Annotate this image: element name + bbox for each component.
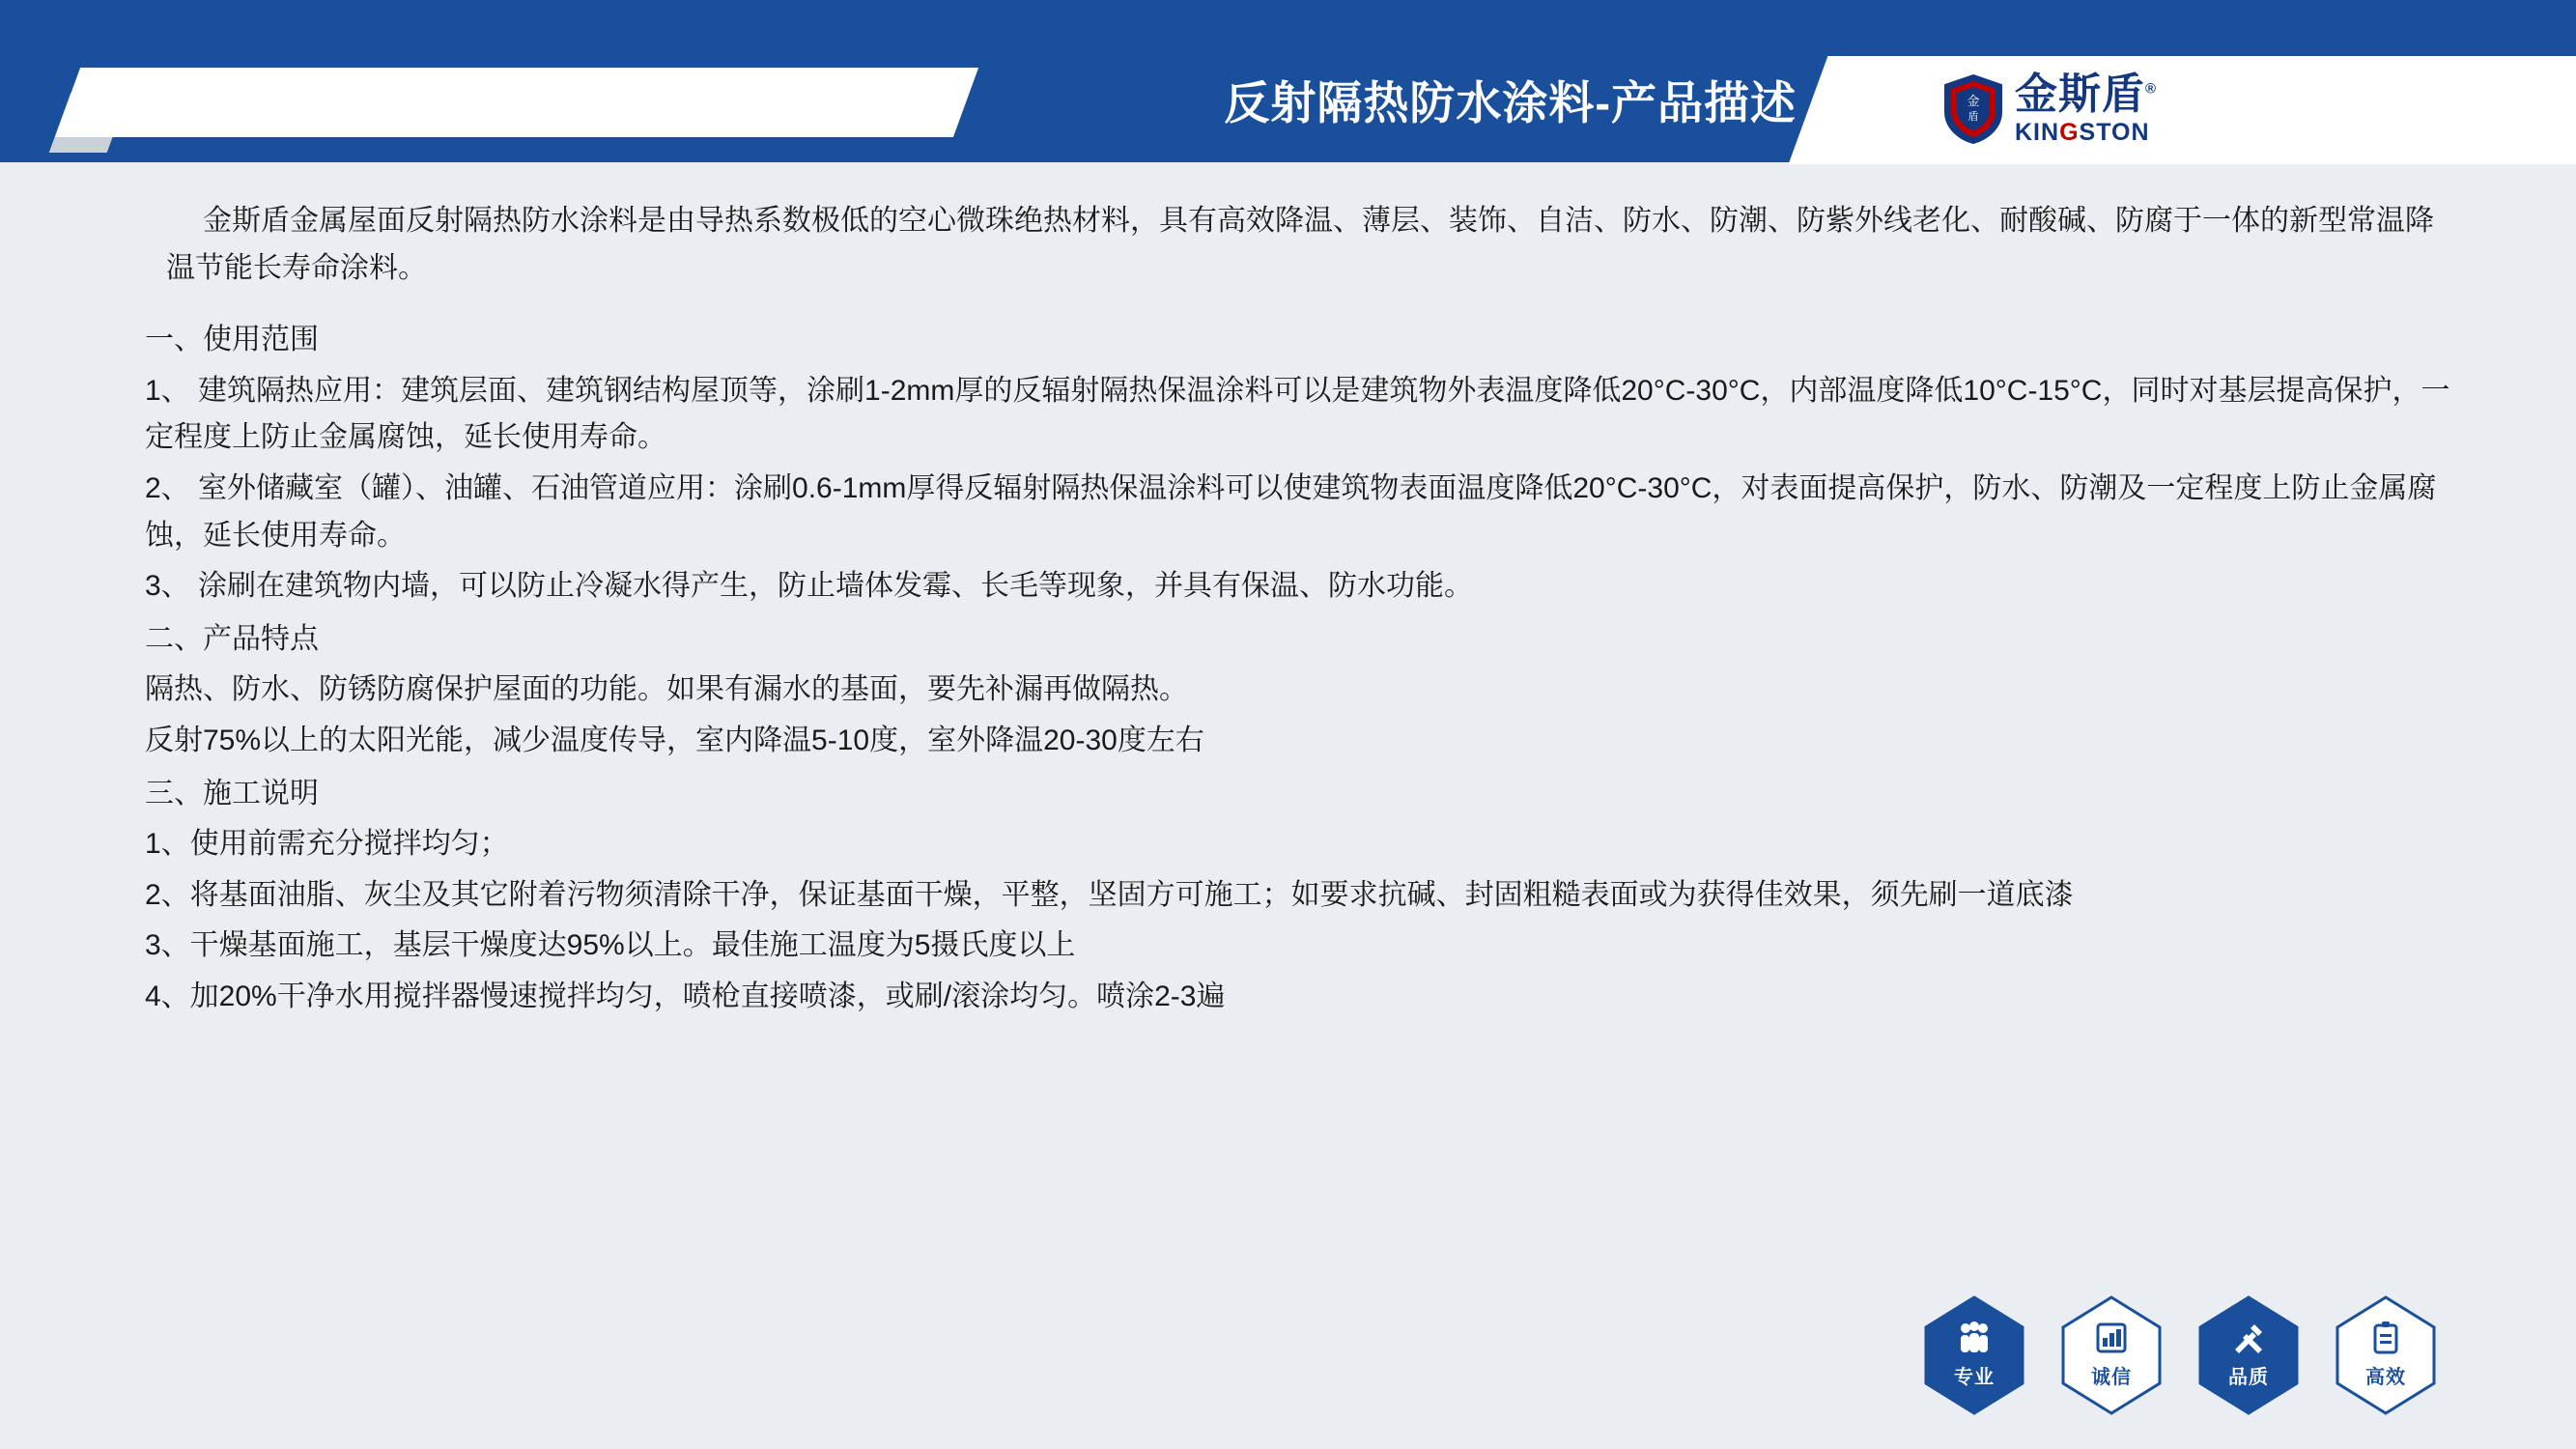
lead-paragraph: 金斯盾金属屋面反射隔热防水涂料是由导热系数极低的空心微珠绝热材料，具有高效降温、薄层、装饰、自洁、防水、防潮、防紫外线老化、耐酸碱、防腐于一体的新型常温降温节能长寿命涂料。 (166, 205, 2434, 284)
section-1-paragraph-2: 2、 室外储藏室（罐）、油罐、石油管道应用：涂刷0.6-1mm厚得反辐射隔热保温涂料可以使建筑物表面温度降低20°C-30°C，对表面提高保护，防水、防潮及一定程度上防止金属腐蚀，延长使用寿命。 (145, 471, 2437, 552)
logo-chinese-name (2015, 73, 2157, 116)
chart-icon (2092, 1321, 2131, 1355)
shield-icon (1941, 73, 2005, 145)
logo-registered-mark: ® (2145, 80, 2158, 98)
logo-english-name (2015, 121, 2157, 145)
section-heading-2: 二、产品特点 (145, 622, 319, 655)
section-3-paragraph-3: 3、干燥基面施工，基层干燥度达95%以上。最佳施工温度为5摄氏度以上 (145, 929, 1076, 962)
section-1-paragraph-3: 3、 涂刷在建筑物内墙，可以防止冷凝水得产生，防止墙体发霉、长毛等现象，并具有保温、防水功能。 (145, 570, 1474, 603)
slide-body (145, 198, 2463, 1025)
logo-chinese-text: 金斯盾 (2015, 71, 2145, 118)
section-3-paragraph-1: 1、使用前需充分搅拌均匀； (145, 828, 509, 861)
badge-label: 高效 (2365, 1367, 2406, 1388)
logo-english-mark: G (2059, 119, 2080, 146)
svg-text:金: 金 (1967, 95, 1980, 109)
badge-group (1922, 1290, 2521, 1420)
section-3-paragraph-4: 4、加20%干净水用搅拌器慢速搅拌均匀，喷枪直接喷漆，或刷/滚涂均匀。喷涂2-3遍 (145, 980, 1226, 1012)
logo-english-suffix: STON (2079, 119, 2150, 146)
logo-english-prefix: KIN (2015, 119, 2060, 146)
brand-logo (1941, 60, 2231, 158)
badge-label: 品质 (2228, 1367, 2269, 1388)
people-icon (1955, 1321, 1994, 1355)
badge-integrity (2059, 1295, 2164, 1415)
badge-label: 诚信 (2091, 1367, 2132, 1388)
section-1-paragraph-1: 1、 建筑隔热应用：建筑层面、建筑钢结构屋顶等，涂刷1-2mm厚的反辐射隔热保温涂料可以是建筑物外表温度降低20°C-30°C，内部温度降低10°C-15°C，同时对基层提高保护，一定程度上防止金属腐蚀，延长使用寿命。 (145, 374, 2450, 454)
section-heading-3: 三、施工说明 (145, 777, 319, 810)
tools-icon (2229, 1321, 2268, 1355)
header-top-bar (0, 0, 2576, 54)
badge-efficiency (2334, 1295, 2438, 1415)
svg-text:盾: 盾 (1967, 110, 1979, 123)
badge-label: 专业 (1954, 1367, 1995, 1388)
logo-panel-tail (2308, 56, 2576, 164)
clipboard-icon (2366, 1321, 2405, 1355)
section-3-paragraph-2: 2、将基面油脂、灰尘及其它附着污物须清除干净，保证基面干燥，平整，坚固方可施工；如要求抗碱、封固粗糙表面或为获得佳效果，须先刷一道底漆 (145, 878, 2074, 911)
badge-quality (2196, 1295, 2301, 1415)
slide-header (0, 0, 2576, 184)
logo-text (2015, 73, 2157, 145)
section-2-paragraph-1: 隔热、防水、防锈防腐保护屋面的功能。如果有漏水的基面，要先补漏再做隔热。 (145, 673, 1188, 706)
badge-professional (1922, 1295, 2026, 1415)
section-heading-1: 一、使用范围 (145, 324, 319, 356)
header-white-shape (55, 68, 978, 137)
page-title: 反射隔热防水涂料-产品描述 (1224, 77, 1797, 128)
section-2-paragraph-2: 反射75%以上的太阳光能，减少温度传导，室内降温5-10度，室外降温20-30度左右 (145, 724, 1204, 756)
